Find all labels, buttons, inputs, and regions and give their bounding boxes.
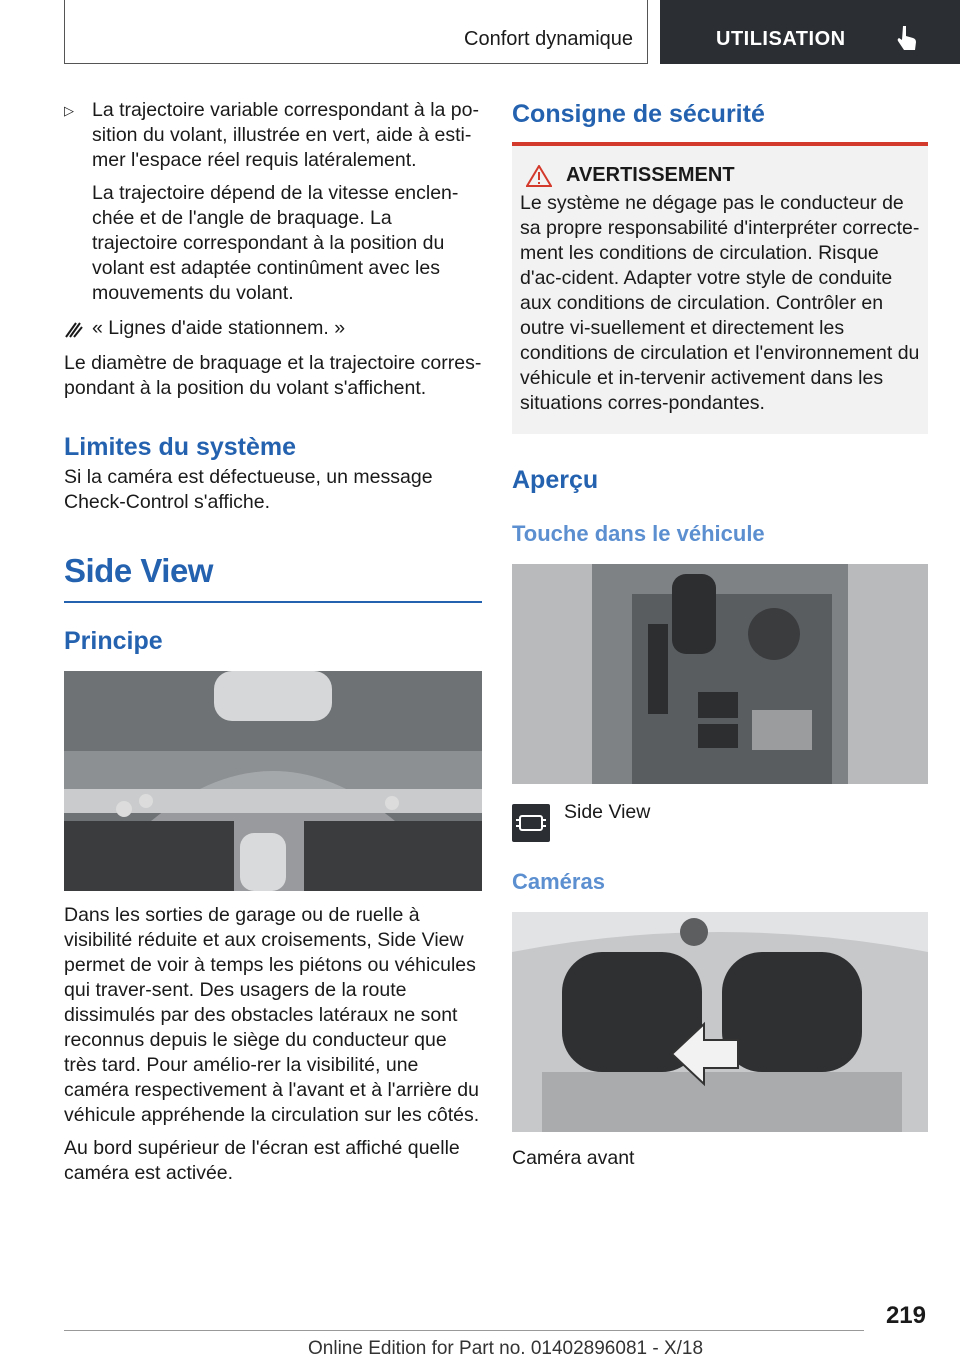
left-column [64,98,482,1186]
chapter-heading: Side View [64,552,213,589]
side-view-button-label: Side View [564,801,651,823]
warning-title: AVERTISSEMENT [566,164,735,186]
bullet-text: La trajectoire variable correspondant à la po-sition du volant, illustrée en vert, aide à esti-mer l'espace réel requis latéralement. [92,99,479,171]
image-caption: Caméra avant [512,1147,635,1169]
idrive-controller-icon [64,319,84,339]
bullet-continuation: La trajectoire dépend de la vitesse enclen-chée et de l'angle de braquage. La trajectoire correspondant à la position du volant est adaptée continûment avec les mouvements du volant. [92,182,459,304]
header-chapter-title: UTILISATION [716,28,846,50]
warning-triangle-icon [526,165,552,187]
side-view-illustration [64,671,482,891]
section-heading-safety: Consigne de sécurité [512,100,765,128]
header-section-box [64,0,648,64]
header-chapter-tab [660,0,960,64]
paragraph: Si la caméra est défectueuse, un message Check-Control s'affiche. [64,466,433,513]
heading-rule [64,601,482,603]
footer-rule [64,1330,864,1331]
center-console-photo [512,564,928,784]
menu-item-label: « Lignes d'aide stationnem. » [92,317,346,339]
right-column [512,98,928,1171]
section-heading-overview: Aperçu [512,466,599,494]
page-number: 219 [885,1302,926,1329]
warning-box [512,142,928,434]
warning-text: Le système ne dégage pas le conducteur de sa propre responsabilité d'interpréter correcte-ment les conditions de circulation. Risque d'ac-cident. Adapter votre style de conduite aux conditions de circulation. Contrôler en outre vi-suellement et directement les conditions de circulation et l'environnement du véhicule et in-tervenir activement dans les situations corres-pondantes. [520,192,920,414]
menu-path [64,316,482,341]
list-item [64,98,482,173]
triangle-bullet-icon: ▷ [64,103,74,118]
paragraph: Le diamètre de braquage et la trajectoire corres-pondant à la position du volant s'affichent. [64,352,482,399]
edition-note: Online Edition for Part no. 01402896081 - X/18 [308,1338,704,1359]
section-heading-limits: Limites du système [64,433,297,461]
side-view-button-row [512,800,928,842]
subheading-cameras: Caméras [512,869,605,894]
hand-pointer-icon [896,24,918,52]
side-view-button-icon [512,804,550,842]
front-camera-photo [512,912,928,1132]
subheading-button: Touche dans le véhicule [512,521,765,546]
paragraph: Dans les sorties de garage ou de ruelle à visibilité réduite et aux croisements, Side View permet de voir à temps les piétons ou véhicules qui traver-sent. Des usagers de la route dissimulés par des obstacles latéraux ne sont reconnus depuis le siège du conducteur que très tard. Pour amélio-rer la visibilité, une caméra respectivement à l'avant et à l'arrière du véhicule appréhende la circulation sur les côtés. [64,904,480,1126]
header-section-title: Confort dynamique [464,28,633,50]
section-heading-principle: Principe [64,627,163,655]
paragraph: Au bord supérieur de l'écran est affiché quelle caméra est activée. [64,1137,460,1184]
